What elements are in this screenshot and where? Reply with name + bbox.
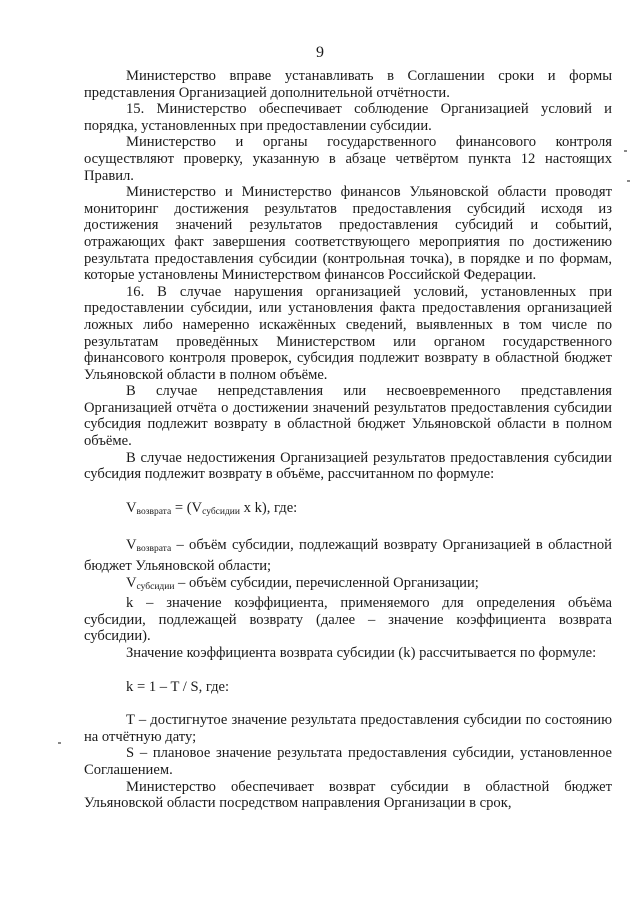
scan-speck xyxy=(627,180,630,182)
paragraph-8: Значение коэффициента возврата субсидии (k) рассчитывается по формуле: xyxy=(126,645,597,661)
document-body xyxy=(84,68,612,812)
paragraph-4: Министерство и Министерство финансов Ульяновской области проводят мониторинг достижения результатов предоставления субсидий исходя из достижения значений результатов предоставления субсидий и событий, отражающих факт завершения соответствующего мероприятия по достижению результата предоставления субсидии (контрольная точка), в порядке и по формам, которые установлены Министерством финансов Российской Федерации. xyxy=(84,184,612,284)
def2-sub: субсидии xyxy=(136,581,175,592)
paragraph-2: 15. Министерство обеспечивает соблюдение Организацией условий и порядка, установленных при предоставлении субсидии. xyxy=(84,101,612,134)
definition-t: T – достигнутое значение результата предоставления субсидии по состоянию на отчётную дату; xyxy=(84,712,612,745)
paragraph-9: Министерство обеспечивает возврат субсидии в областной бюджет Ульяновской области посредством направления Организации в срок, xyxy=(84,778,612,812)
formula-refund xyxy=(84,500,612,521)
formula-sub-subsidy: субсидии xyxy=(202,506,240,517)
formula-sub-refund: возврата xyxy=(136,506,172,517)
scan-speck xyxy=(624,150,627,152)
formula-mid: = (V xyxy=(171,499,203,516)
paragraph-7: В случае недостижения Организацией результатов предоставления субсидии субсидия подлежит возврату в объёме, рассчитанном по формуле: xyxy=(84,449,612,483)
definition-s: S – плановое значение результата предоставления субсидии, установленное Соглашением. xyxy=(84,745,612,778)
formula-coefficient: k = 1 – T / S, где: xyxy=(126,678,230,695)
def1-v: V xyxy=(126,537,137,554)
paragraph-3: Министерство и органы государственного финансового контроля осуществляют проверку, указанную в абзаце четвёртом пункта 12 настоящих Правил. xyxy=(84,134,612,184)
paragraph-1: Министерство вправе устанавливать в Соглашении сроки и формы представления Организацией дополнительной отчётности. xyxy=(84,68,612,101)
scan-speck xyxy=(58,742,61,744)
def2-text: – объём субсидии, перечисленной Организации; xyxy=(174,574,479,591)
definition-v-refund xyxy=(84,537,612,574)
page-number: 9 xyxy=(316,44,324,61)
paragraph-6: В случае непредставления или несвоевременного представления Организацией отчёта о достижении значений результатов предоставления субсидии субсидия подлежит возврату в областной бюджет Ульяновской области в полном объёме. xyxy=(84,383,612,450)
formula-v: V xyxy=(126,499,137,516)
definition-k: k – значение коэффициента, применяемого для определения объёма субсидии, подлежащей возврату (далее – значение коэффициента возврата субсидии). xyxy=(84,595,612,645)
definition-v-subsidy xyxy=(84,575,612,596)
def1-text: – объём субсидии, подлежащий возврату Организацией в областной бюджет Ульяновской области; xyxy=(84,537,612,575)
def1-sub: возврата xyxy=(136,544,172,555)
formula-end: x k), где: xyxy=(239,499,298,516)
def2-v: V xyxy=(126,574,137,591)
paragraph-5: 16. В случае нарушения организацией условий, установленных при предоставлении субсидии, или установления факта предоставления организацией ложных либо намеренно искажённых сведений, выявленных в том числе по результатам проведённых Министерством или органом государственного финансового контроля проверок, субсидия подлежит возврату в областной бюджет Ульяновской области в полном объёме. xyxy=(84,283,612,383)
